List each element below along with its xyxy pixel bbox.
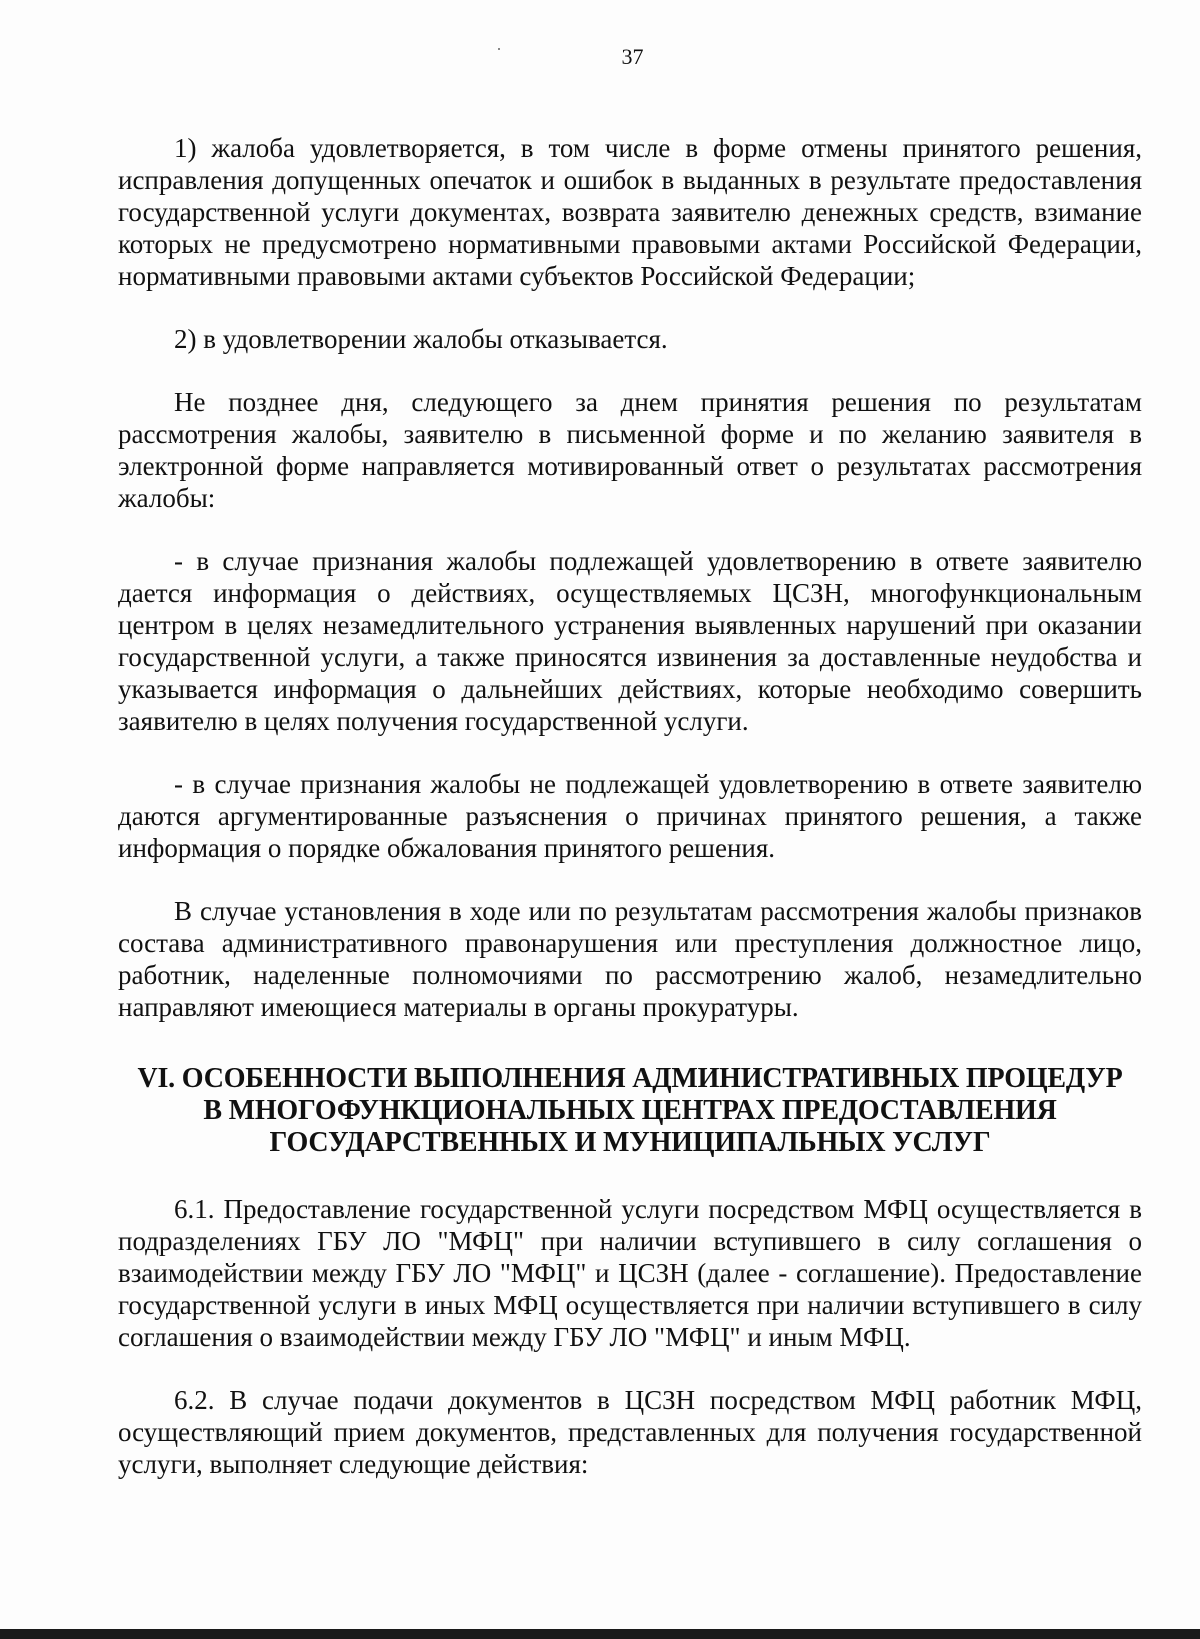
section-heading [118, 1063, 1142, 1159]
paragraph-6-1: 6.1. Предоставление государственной услуги посредством МФЦ осуществляется в подразделениях ГБУ ЛО "МФЦ" при наличии вступившего в силу соглашения о взаимодействии между ГБУ ЛО "МФЦ" и ЦСЗН (далее - соглашение). Предоставление государственной услуги в иных МФЦ осуществляется при наличии вступившего в силу соглашения о взаимодействии между ГБУ ЛО "МФЦ" и иным МФЦ. [118, 1194, 1142, 1352]
page-number: 37 [621, 44, 644, 69]
document-body [118, 132, 1142, 1511]
paragraph-response-if-satisfied: - в случае признания жалобы подлежащей удовлетворению в ответе заявителю дается информация о действиях, осуществляемых ЦСЗН, многофункциональным центром в целях незамедлительного устранения выявленных нарушений при оказании государственной услуги, а также приносятся извинения за доставленные неудобства и указывается информация о дальнейших действиях, которые необходимо совершить заявителю в целях получения государственной услуги. [118, 546, 1142, 736]
section-heading-line-3: ГОСУДАРСТВЕННЫХ И МУНИЦИПАЛЬНЫХ УСЛУГ [269, 1127, 991, 1158]
paragraph-6-2: 6.2. В случае подачи документов в ЦСЗН посредством МФЦ работник МФЦ, осуществляющий прием документов, представленных для получения государственной услуги, выполняет следующие действия: [118, 1385, 1142, 1479]
paragraph-response-deadline: Не позднее дня, следующего за днем принятия решения по результатам рассмотрения жалобы, заявителю в письменной форме и по желанию заявителя в электронной форме направляется мотивированный ответ о результатах рассмотрения жалобы: [118, 387, 1142, 513]
scan-bottom-edge [0, 1629, 1200, 1639]
section-heading-line-1: VI. ОСОБЕННОСТИ ВЫПОЛНЕНИЯ АДМИНИСТРАТИВНЫХ ПРОЦЕДУР [137, 1063, 1123, 1094]
section-heading-line-2: В МНОГОФУНКЦИОНАЛЬНЫХ ЦЕНТРАХ ПРЕДОСТАВЛЕНИЯ [203, 1095, 1057, 1126]
paragraph-complaint-satisfied: 1) жалоба удовлетворяется, в том числе в форме отмены принятого решения, исправления допущенных опечаток и ошибок в выданных в результате предоставления государственной услуги документах, возврата заявителю денежных средств, взимание которых не предусмотрено нормативными правовыми актами Российской Федерации, нормативными правовыми актами субъектов Российской Федерации; [118, 133, 1142, 291]
paragraph-complaint-rejected: 2) в удовлетворении жалобы отказывается. [174, 324, 668, 354]
paragraph-prosecutor-referral: В случае установления в ходе или по результатам рассмотрения жалобы признаков состава административного правонарушения или преступления должностное лицо, работник, наделенные полномочиями по рассмотрению жалоб, незамедлительно направляют имеющиеся материалы в органы прокуратуры. [118, 896, 1142, 1022]
paragraph-response-if-rejected: - в случае признания жалобы не подлежащей удовлетворению в ответе заявителю даются аргументированные разъяснения о причинах принятого решения, а также информация о порядке обжалования принятого решения. [118, 769, 1142, 863]
